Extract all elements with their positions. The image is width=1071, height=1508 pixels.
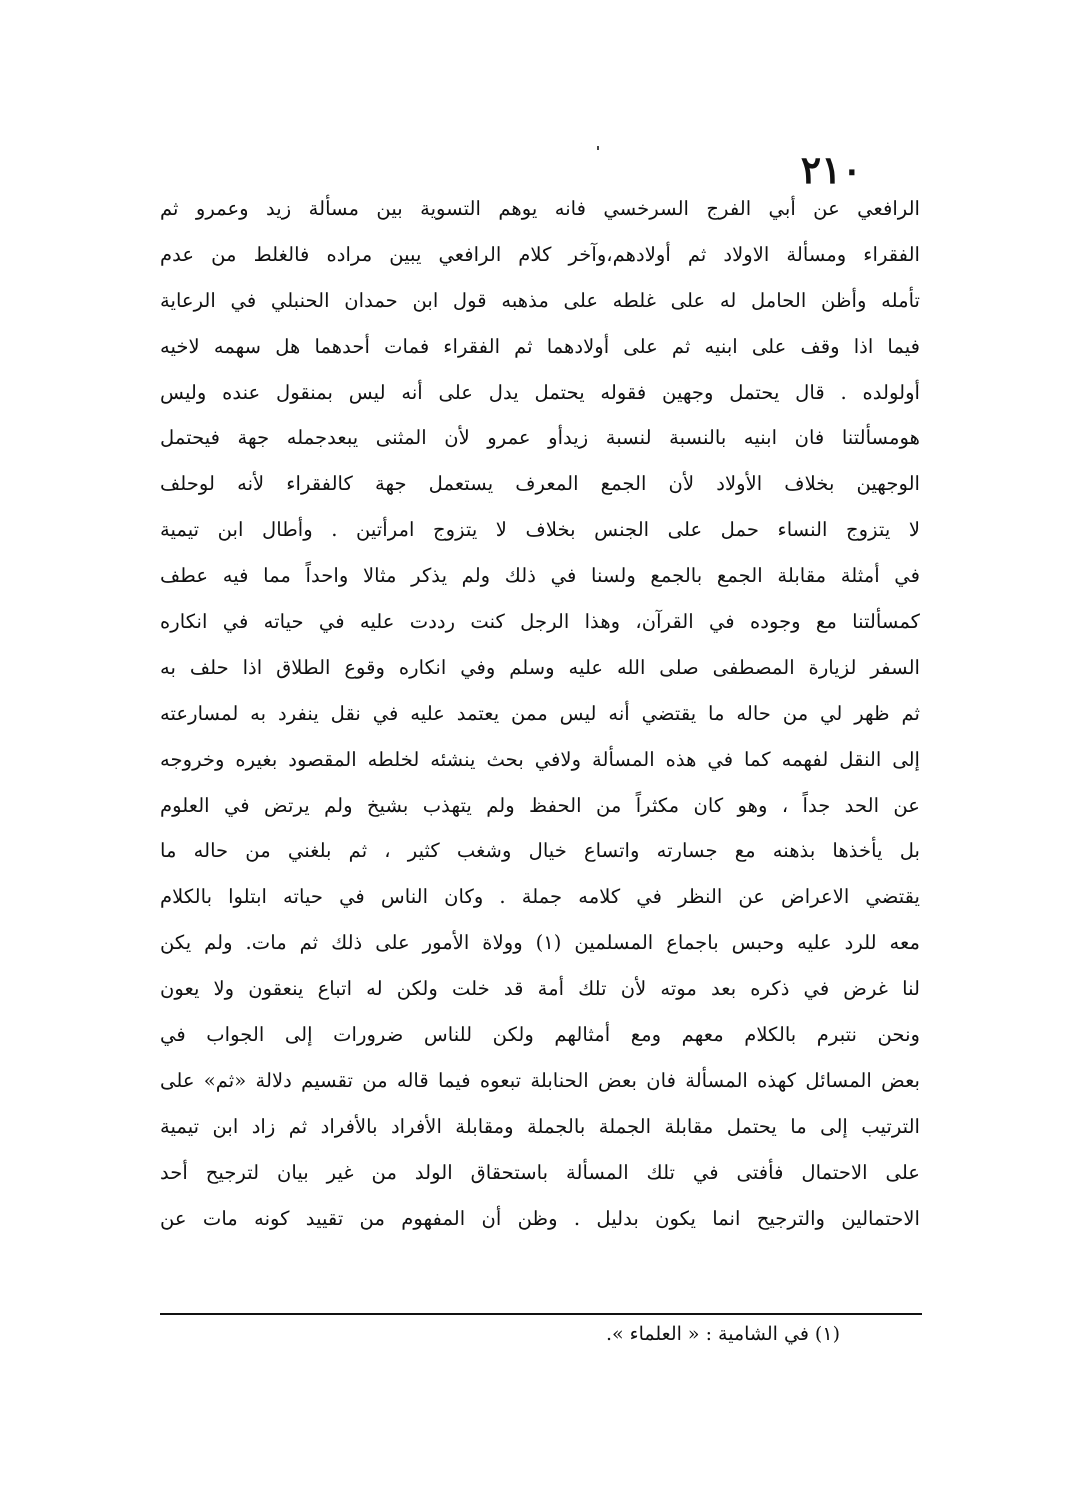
text-line: الترتيب إلى ما يحتمل مقابلة الجملة بالجملة ومقابلة الأفراد بالأفراد ثم زاد ابن تيمية	[160, 1114, 920, 1138]
text-line: على الاحتمال فأفتى في تلك المسألة باستحقاق الولد من غير بيان لترجيح أحد	[160, 1160, 920, 1184]
text-line: في أمثلة مقابلة الجمع بالجمع ولسنا في ذلك ولم يذكر مثالا واحداً مما فيه عطف	[160, 564, 920, 588]
body-text	[160, 186, 920, 1241]
text-line: ثم ظهر لي من حاله ما يقتضي أنه ليس ممن يعتمد عليه في نقل ينفرد به لمسارعته	[160, 701, 920, 725]
footnote-divider	[160, 1313, 922, 1315]
text-line: أولولده . قال يحتمل وجهين فقوله يحتمل يدل على أنه ليس بمنقول عنده وليس	[160, 380, 920, 404]
text-line: بعض المسائل كهذه المسألة فان بعض الحنابلة تبعوه فيما قاله من تقسيم دلالة «ثم» على	[160, 1068, 920, 1092]
text-line: فيما اذا وقف على ابنيه ثم على أولادهما ثم الفقراء فمات أحدهما هل سهمه لاخيه	[160, 334, 920, 358]
footnote: (١) في الشامية : « العلماء ».	[605, 1323, 840, 1345]
text-line: الاحتمالين والترجيح انما يكون بدليل . وظن أن المفهوم من تقييد كونه مات عن	[160, 1206, 920, 1230]
scan-speck	[597, 146, 599, 150]
text-line: لا يتزوج النساء حمل على الجنس بخلاف لا يتزوج امرأتين . وأطال ابن تيمية	[160, 518, 920, 542]
text-line: الرافعي عن أبي الفرج السرخسي فانه يوهم التسوية بين مسألة زيد وعمرو ثم	[160, 197, 920, 220]
text-line: الوجهين بخلاف الأولاد لأن الجمع المعرف يستعمل جهة كالفقراء لأنه لوحلف	[160, 472, 920, 496]
text-line: تأمله وأظن الحامل له على غلطه على مذهبه قول ابن حمدان الحنبلي في الرعاية	[160, 288, 920, 312]
page-number: ٢١٠	[800, 147, 862, 192]
text-line: عن الحد جداً ، وهو كان مكثراً من الحفظ ولم يتهذب بشيخ ولم يرتض في العلوم	[160, 793, 920, 817]
text-line: ونحن نتبرم بالكلام معهم ومع أمثالهم ولكن للناس ضرورات إلى الجواب في	[160, 1023, 920, 1047]
text-line: إلى النقل لفهمه كما في هذه المسألة ولافي بحث ينشئه لخلطه المقصود بغيره وخروجه	[160, 747, 920, 771]
text-line: يقتضي الاعراض عن النظر في كلامه جملة . وكان الناس في حياته ابتلوا بالكلام	[160, 885, 920, 909]
text-line: السفر لزيارة المصطفى صلى الله عليه وسلم وفي انكاره وقوع الطلاق اذا حلف به	[160, 655, 920, 679]
text-line: بل يأخذها بذهنه مع جسارته واتساع خيال وشغب كثير ، ثم بلغني من حاله ما	[160, 839, 920, 863]
text-line: لنا غرض في ذكره بعد موته لأن تلك أمة قد خلت ولكن له اتباع ينعقون ولا يعون	[160, 977, 920, 1001]
text-line: هومسألتنا فان ابنيه بالنسبة لنسبة زيدأو عمرو لأن المثنى يبعدجمله جهة فيحتمل	[160, 426, 920, 450]
text-line: كمسألتنا مع وجوده في القرآن، وهذا الرجل كنت رددت عليه في حياته في انكاره	[160, 610, 920, 634]
text-line: معه للرد عليه وحبس باجماع المسلمين (١) وولاة الأمور على ذلك ثم مات. ولم يكن	[160, 931, 920, 955]
text-line: الفقراء ومسألة الاولاد ثم أولادهم،وآخر كلام الرافعي يبين مراده فالغلط من عدم	[160, 242, 920, 266]
